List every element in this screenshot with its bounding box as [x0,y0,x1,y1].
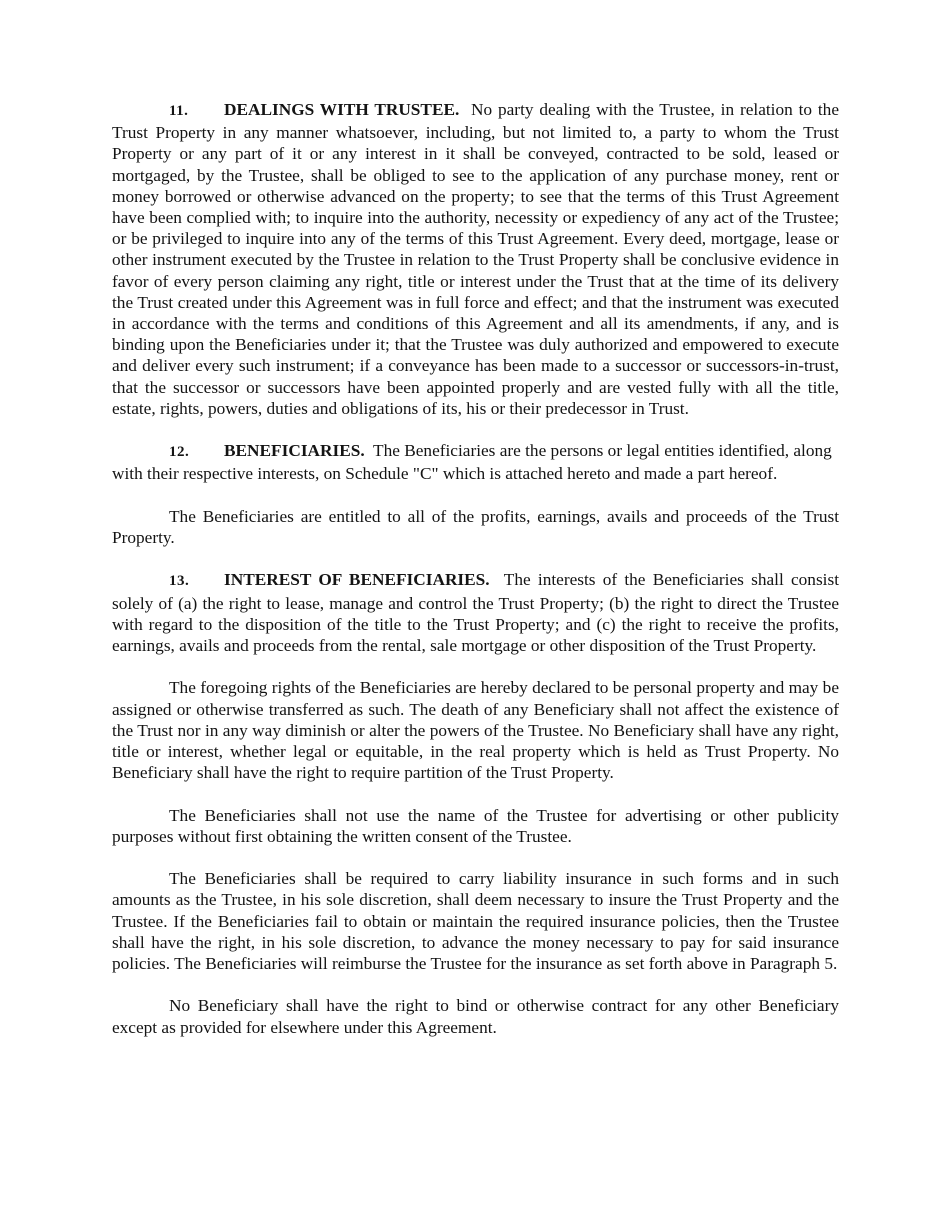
paragraph-spacer [112,419,839,440]
section-number: 13. [169,573,190,590]
body-paragraph: No Beneficiary shall have the right to bind or otherwise contract for any other Beneficiary except as provided for elsewhere under this Agreement. [112,996,839,1037]
section-heading: INTEREST OF BENEFICIARIES. [224,570,490,590]
body-paragraph: The Beneficiaries are entitled to all of the profits, earnings, avails and proceeds of the Trust Property. [112,506,839,548]
paragraph-spacer [112,847,839,868]
section-body-text: The interests of the Beneficiaries shall consist solely of (a) the right to lease, manage and control the Trust Property; (b) the right to direct the Trustee with regard to the disposition of the title to the Trust Property; and (c) the right to receive the profits, earnings, avails and proceeds from the rental, sale mortgage or other disposition of the Trust Property. [112,570,839,656]
paragraph-spacer [112,485,839,506]
section-number: 12. [169,444,190,461]
section-number: 11. [169,103,189,119]
paragraph-spacer [112,974,839,995]
section-heading: DEALINGS WITH TRUSTEE. [224,100,460,119]
body-paragraph: The foregoing rights of the Beneficiaries are hereby declared to be personal property and may be assigned or otherwise transferred as such. The death of any Beneficiary shall not affect the existence of the Trust nor in any way diminish or alter the powers of the Trustee. No Beneficiary shall have any right, title or interest, whether legal or equitable, in the real property which is held as Trust Property. No Beneficiary shall have the right to require partition of the Trust Property. [112,678,839,783]
section-11-paragraph [112,99,839,419]
section-13-paragraph [112,569,839,656]
section-body-text: The Beneficiaries are the persons or legal entities identified, along with their respective interests, on Schedule "C" which is attached hereto and made a part hereof. [112,441,832,484]
section-12-paragraph [112,440,839,484]
body-paragraph: The Beneficiaries shall not use the name of the Trustee for advertising or other publicity purposes without first obtaining the written consent of the Trustee. [112,805,839,846]
paragraph-spacer [112,548,839,569]
section-heading: BENEFICIARIES. [224,441,365,461]
document-body [112,99,839,1038]
paragraph-spacer [112,656,839,677]
section-body-text: No party dealing with the Trustee, in relation to the Trust Property in any manner whatsoever, including, but not limited to, a party to whom the Trust Property or any part of it or any interest in it shall be conveyed, contracted to be sold, leased or mortgaged, by the Trustee, shall be obliged to see to the application of any purchase money, rent or money borrowed or otherwise advanced on the property; to see that the terms of this Trust Agreement have been complied with; to inquire into the authority, necessity or expediency of any act of the Trustee; or be privileged to inquire into any of the terms of this Trust Agreement. Every deed, mortgage, lease or other instrument executed by the Trustee in relation to the Trust Property shall be conclusive evidence in favor of every person claiming any right, title or interest under the Trust that at the time of its delivery the Trust created under this Agreement was in full force and effect; and that the instrument was executed in accordance with the terms and conditions of this Agreement and all its amendments, if any, and is binding upon the Beneficiaries under it; that the Trustee was duly authorized and empowered to execute and deliver every such instrument; if a conveyance has been made to a successor or successors-in-trust, that the successor or successors have been appointed properly and are vested fully with all the title, estate, rights, powers, duties and obligations of its, his or their predecessor in Trust. [112,100,839,418]
paragraph-spacer [112,783,839,804]
body-paragraph: The Beneficiaries shall be required to carry liability insurance in such forms and in such amounts as the Trustee, in his sole discretion, shall deem necessary to insure the Trust Property and the Trustee. If the Beneficiaries fail to obtain or maintain the required insurance policies, then the Trustee shall have the right, in his sole discretion, to advance the money necessary to pay for said insurance policies. The Beneficiaries will reimburse the Trustee for the insurance as set forth above in Paragraph 5. [112,869,839,974]
